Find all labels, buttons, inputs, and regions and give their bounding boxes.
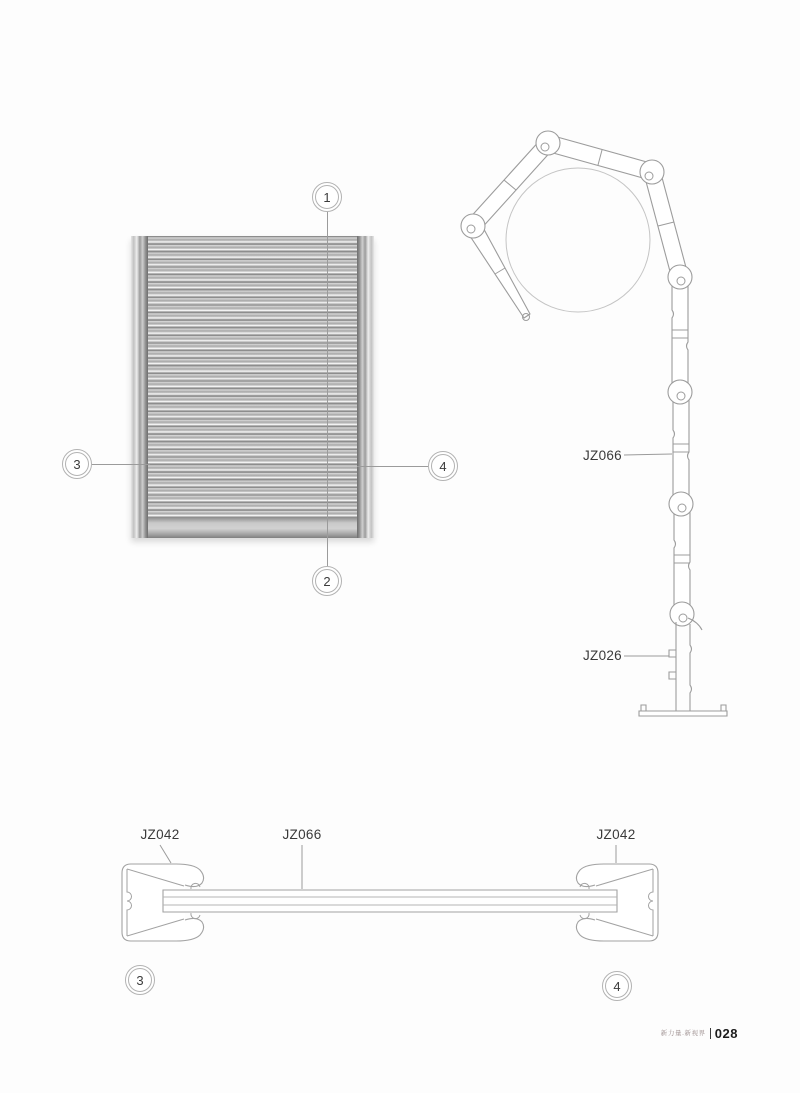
curtain-slat-bodies	[466, 135, 690, 614]
rolled-curtain-section-drawing	[440, 125, 750, 725]
callout-circle-1	[312, 182, 342, 212]
label-jz066-plan: JZ066	[282, 827, 322, 842]
callout-number-3: 3	[73, 456, 81, 472]
label-jz042-left: JZ042	[140, 827, 180, 842]
shutter-left-rail	[131, 236, 148, 538]
slat-bar	[163, 890, 617, 912]
callout-number-4: 4	[439, 458, 447, 474]
callout-circle-3	[62, 449, 92, 479]
label-jz066-section: JZ066	[582, 448, 622, 463]
callout-number-2: 2	[323, 573, 331, 589]
callout-circle-4	[428, 451, 458, 481]
page-footer	[661, 1026, 738, 1041]
footer-page-number: 028	[714, 1026, 738, 1041]
bottom-bar-profile	[639, 618, 727, 716]
label-jz026-section: JZ026	[582, 648, 622, 663]
callout-circle-4-plan	[602, 971, 632, 1001]
label-jz042-right: JZ042	[596, 827, 636, 842]
curtain-roll-circle	[506, 168, 650, 312]
slat-hook-curls	[467, 143, 687, 622]
callout-number-4-plan: 4	[613, 978, 621, 994]
horizontal-section-drawing	[100, 840, 720, 950]
plan-leader-lines	[160, 845, 616, 889]
callout-number-3-plan: 3	[136, 972, 144, 988]
footer-brand-text: 新力量.新视界	[660, 1029, 706, 1037]
callout-circle-2	[312, 566, 342, 596]
shutter-slats-texture	[148, 236, 357, 517]
callout-line-4	[357, 466, 428, 467]
footer-divider	[710, 1028, 711, 1039]
callout-line-1-2	[327, 212, 328, 566]
shutter-right-rail	[357, 236, 374, 538]
callout-circle-3-plan	[125, 965, 155, 995]
callout-number-1: 1	[323, 189, 331, 205]
section-leader-lines	[624, 454, 672, 656]
shutter-bottom-bar	[148, 517, 357, 538]
callout-line-3	[92, 464, 150, 465]
shutter-panel-photo	[131, 236, 374, 538]
